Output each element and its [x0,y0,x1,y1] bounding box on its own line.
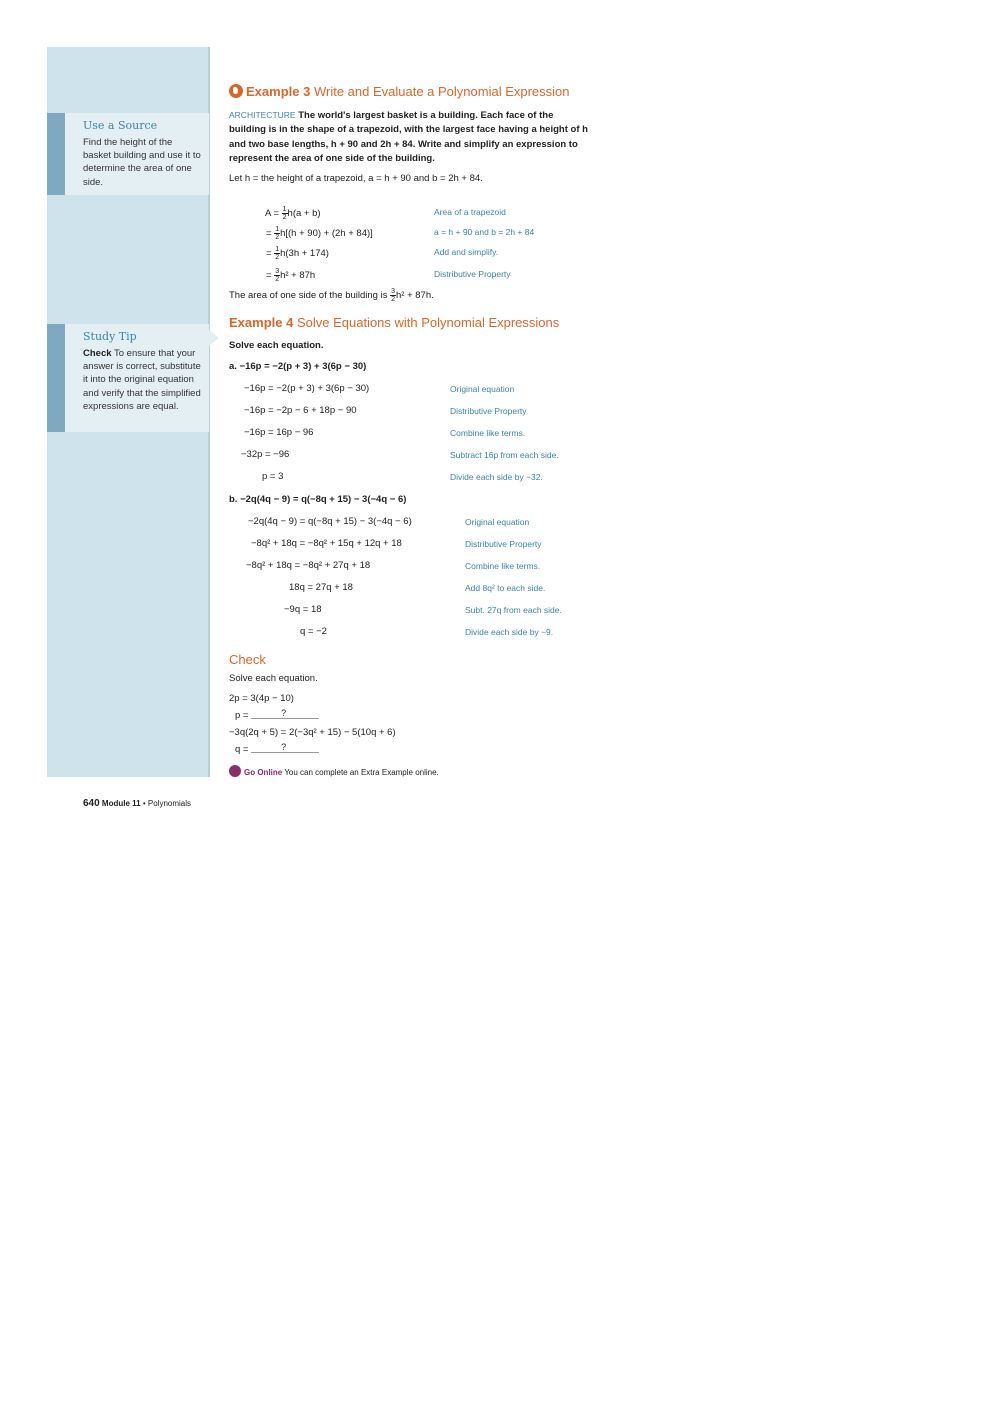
module-label: Module 11 [101,799,141,808]
page-number: 640 [83,798,100,809]
check-answer-1 [235,709,319,723]
let-statement: Let h = the height of a trapezoid, a = h + 90 and b = 2h + 84. [229,172,483,184]
step-lhs: = [266,248,275,259]
go-online-note[interactable] [229,765,439,777]
frac-numerator: 1 [275,246,280,253]
step-reason: Combine like terms. [450,428,526,438]
example-3 [229,84,589,186]
example-4-label: Example 4 [229,315,294,330]
problem-tag: ARCHITECTURE [229,110,296,120]
go-online-label: Go Online [244,768,283,777]
step-reason: Divide each side by −9. [465,627,554,637]
example-3-label: Example 3 [246,84,311,99]
use-a-source-text: Find the height of the basket building and use it to determine the area of one side. [83,137,201,188]
equation-step: −32p = −96 [241,449,290,460]
example-3-heading: Write and Evaluate a Polynomial Expression [313,84,570,99]
example-3-conclusion [229,288,434,303]
cursor-click-icon [229,765,241,777]
use-a-source-box [47,113,209,195]
frac-numerator: 3 [391,288,395,295]
step-lhs: = [266,228,275,239]
step-reason: Combine like terms. [465,561,541,571]
answer-label: q = [235,744,249,755]
step-rhs: h[(h + 90) + (2h + 84)] [280,228,373,239]
tip-pointer [209,330,219,346]
footer-separator: • [142,799,146,808]
frac-numerator: 3 [275,268,280,275]
part-a-heading: a. −16p = −2(p + 3) + 3(6p − 30) [229,361,367,372]
check-title: Check [229,652,266,667]
step-reason: Subt. 27q from each side. [465,605,562,615]
step-reason: Original equation [450,384,515,394]
equation-step: −8q² + 18q = −8q² + 27q + 18 [246,560,371,571]
step-rhs: h² + 87h [280,270,316,281]
answer-label: p = [235,710,249,721]
equation-step [266,268,315,283]
equation-step [266,226,373,241]
step-lhs: A = [265,208,282,219]
frac-denominator: 2 [391,296,395,303]
study-tip-title: Study Tip [83,330,137,343]
use-a-source-title: Use a Source [83,119,158,132]
study-tip-text [83,347,201,413]
check-equation-1: 2p = 3(4p − 10) [229,693,294,704]
example-3-title [229,84,589,100]
equation-step [265,206,321,221]
equation-step: −16p = −2p − 6 + 18p − 90 [244,405,357,416]
question-mark: ? [281,742,287,752]
equation-step: −9q = 18 [284,604,322,615]
frac-denominator: 2 [282,214,287,221]
equation-step: 18q = 27q + 18 [289,582,353,593]
check-answer-2 [235,743,319,757]
question-mark: ? [281,708,287,718]
frac-numerator: 1 [282,206,287,213]
example-3-problem [229,108,589,167]
study-tip-box [47,324,209,432]
step-reason: a = h + 90 and b = 2h + 84 [434,227,535,237]
study-tip-body: To ensure that your answer is correct, substitute it into the original equation and verify that the simplified expressions are equal. [83,348,201,412]
problem-text: The world's largest basket is a building. Each face of the building is in the shape of a trapezoid, with the largest face having a height of h and two base lengths, h + 90 and 2h + 84. Write and simplify an expression to represent the area of one side of the building. [229,110,588,165]
page-footer [83,798,191,809]
equation-step: p = 3 [262,471,284,482]
equation-step: q = −2 [300,626,327,637]
tip-accent-bar [47,113,65,195]
answer-blank-1[interactable] [251,709,319,719]
example-4-title [229,315,559,331]
equation-step: −16p = −2(p + 3) + 3(6p − 30) [244,383,370,394]
step-reason: Subtract 16p from each side. [450,450,559,460]
step-reason: Add 8q² to each side. [465,583,546,593]
conclusion-pre: The area of one side of the building is [229,290,388,301]
go-online-text: You can complete an Extra Example online. [284,768,439,777]
step-rhs: h(a + b) [287,208,321,219]
check-equation-2: −3q(2q + 5) = 2(−3q² + 15) − 5(10q + 6) [229,727,396,738]
step-reason: Divide each side by −32. [450,472,543,482]
step-reason: Area of a trapezoid [434,207,506,217]
equation-step: −2q(4q − 9) = q(−8q + 15) − 3(−4q − 6) [248,516,412,527]
step-reason: Original equation [465,517,530,527]
example-4-intro: Solve each equation. [229,340,324,351]
example-4-heading: Solve Equations with Polynomial Expressions [296,315,560,330]
step-reason: Distributive Property [434,269,511,279]
conclusion-post: h² + 87h. [396,290,434,301]
frac-denominator: 2 [275,254,280,261]
module-title: Polynomials [147,799,192,808]
part-b-heading: b. −2q(4q − 9) = q(−8q + 15) − 3(−4q − 6) [229,494,407,505]
step-reason: Add and simplify. [434,247,499,257]
globe-icon [229,84,243,98]
study-tip-lead: Check [83,348,112,359]
step-rhs: h(3h + 174) [280,248,329,259]
step-reason: Distributive Property [465,539,542,549]
answer-blank-2[interactable] [251,743,319,753]
equation-step [266,246,329,261]
tip-accent-bar [47,324,65,432]
step-lhs: = [266,270,275,281]
check-intro: Solve each equation. [229,673,318,684]
frac-denominator: 2 [275,234,280,241]
frac-denominator: 2 [275,276,280,283]
step-reason: Distributive Property [450,406,527,416]
equation-step: −16p = 16p − 96 [244,427,314,438]
frac-numerator: 1 [275,226,280,233]
equation-step: −8q² + 18q = −8q² + 15q + 12q + 18 [251,538,402,549]
